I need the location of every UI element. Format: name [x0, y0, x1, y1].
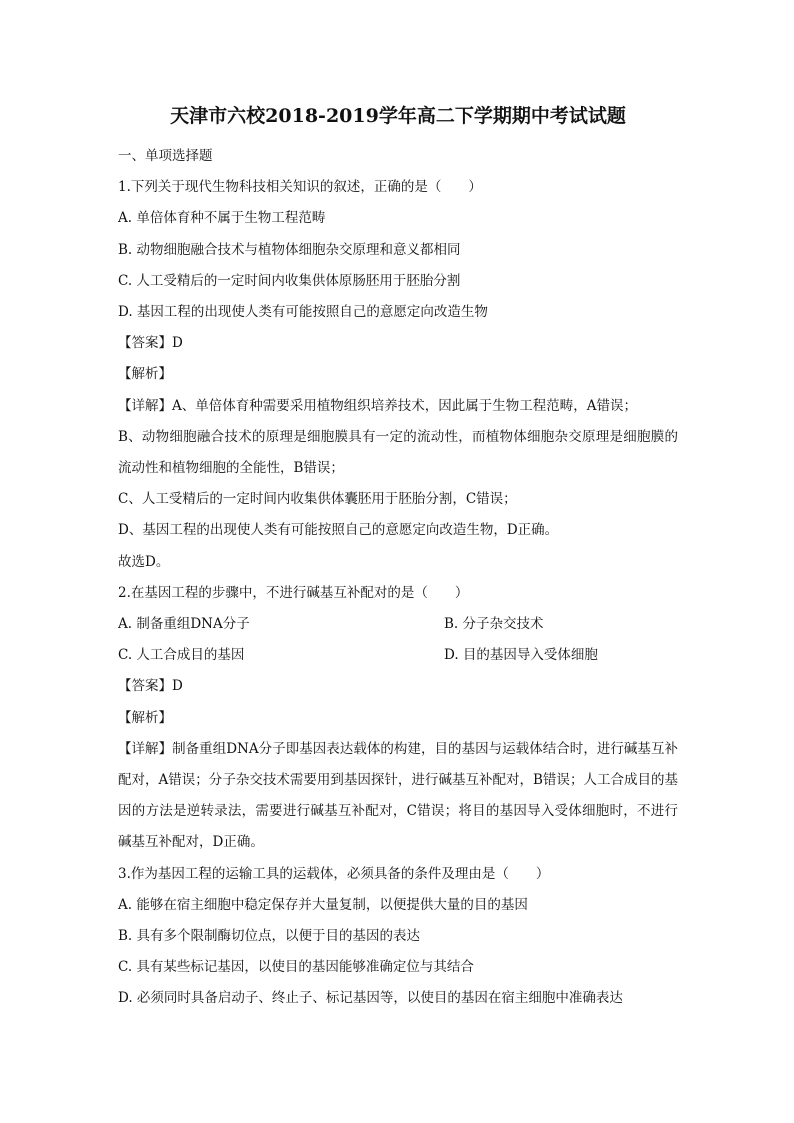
q1-answer: 【答案】D — [118, 335, 183, 352]
q1-conclusion: 故选D。 — [118, 553, 170, 570]
q3-option-a: A. 能够在宿主细胞中稳定保存并大量复制，以便提供大量的目的基因 — [118, 896, 528, 913]
q3-option-c: C. 具有某些标记基因，以使目的基因能够准确定位与其结合 — [118, 959, 474, 976]
q2-answer: 【答案】D — [118, 678, 183, 695]
q3-option-d: D. 必须同时具备启动子、终止子、标记基因等，以使目的基因在宿主细胞中准确表达 — [118, 990, 623, 1007]
q1-option-d: D. 基因工程的出现使人类有可能按照自己的意愿定向改造生物 — [118, 304, 488, 321]
q2-option-b: B. 分子杂交技术 — [444, 616, 544, 633]
q1-detail-d: D、基因工程的出现使人类有可能按照自己的意愿定向改造生物，D正确。 — [118, 522, 559, 539]
page-title: 天津市六校2018-2019学年高二下学期期中考试试题 — [170, 105, 626, 127]
section-heading: 一、单项选择题 — [118, 148, 213, 164]
q1-detail-b: B、动物细胞融合技术的原理是细胞膜具有一定的流动性，而植物体细胞杂交原理是细胞膜的流动性和植物细胞的全能性，B错误； — [118, 428, 678, 477]
q2-stem: 2.在基因工程的步骤中，不进行碱基互补配对的是（ ） — [118, 584, 469, 601]
q2-detail: 【详解】制备重组DNA分子即基因表达载体的构建，目的基因与运载体结合时，进行碱基互补配对，A错误；分子杂交技术需要用到基因探针，进行碱基互补配对，B错误；人工合成目的基因的方法是逆转录法，需要进行碱基互补配对，C错误；将目的基因导入受体细胞时，不进行碱基互补配对，D正确。 — [118, 740, 678, 851]
q2-option-d: D. 目的基因导入受体细胞 — [444, 647, 598, 664]
q1-option-a: A. 单倍体育种不属于生物工程范畴 — [118, 210, 326, 227]
q2-option-c: C. 人工合成目的基因 — [118, 647, 245, 664]
q1-option-c: C. 人工受精后的一定时间内收集供体原肠胚用于胚胎分割 — [118, 272, 461, 289]
q3-option-b: B. 具有多个限制酶切位点，以便于目的基因的表达 — [118, 928, 421, 945]
q2-analysis-label: 【解析】 — [118, 709, 172, 726]
q1-analysis-label: 【解析】 — [118, 366, 172, 383]
q2-options-row-1 — [118, 609, 678, 640]
q1-stem: 1.下列关于现代生物科技相关知识的叙述，正确的是（ ） — [118, 179, 482, 196]
q1-option-b: B. 动物细胞融合技术与植物体细胞杂交原理和意义都相同 — [118, 241, 461, 258]
q1-detail-a: 【详解】A、单倍体育种需要采用植物组织培养技术，因此属于生物工程范畴，A错误； — [118, 397, 637, 414]
q3-stem: 3.作为基因工程的运输工具的运载体，必须具备的条件及理由是（ ） — [118, 865, 550, 882]
q2-options-row-2 — [118, 640, 678, 671]
q1-detail-c: C、人工受精后的一定时间内收集供体囊胚用于胚胎分割，C错误； — [118, 491, 517, 508]
q2-option-a: A. 制备重组DNA分子 — [118, 616, 250, 633]
